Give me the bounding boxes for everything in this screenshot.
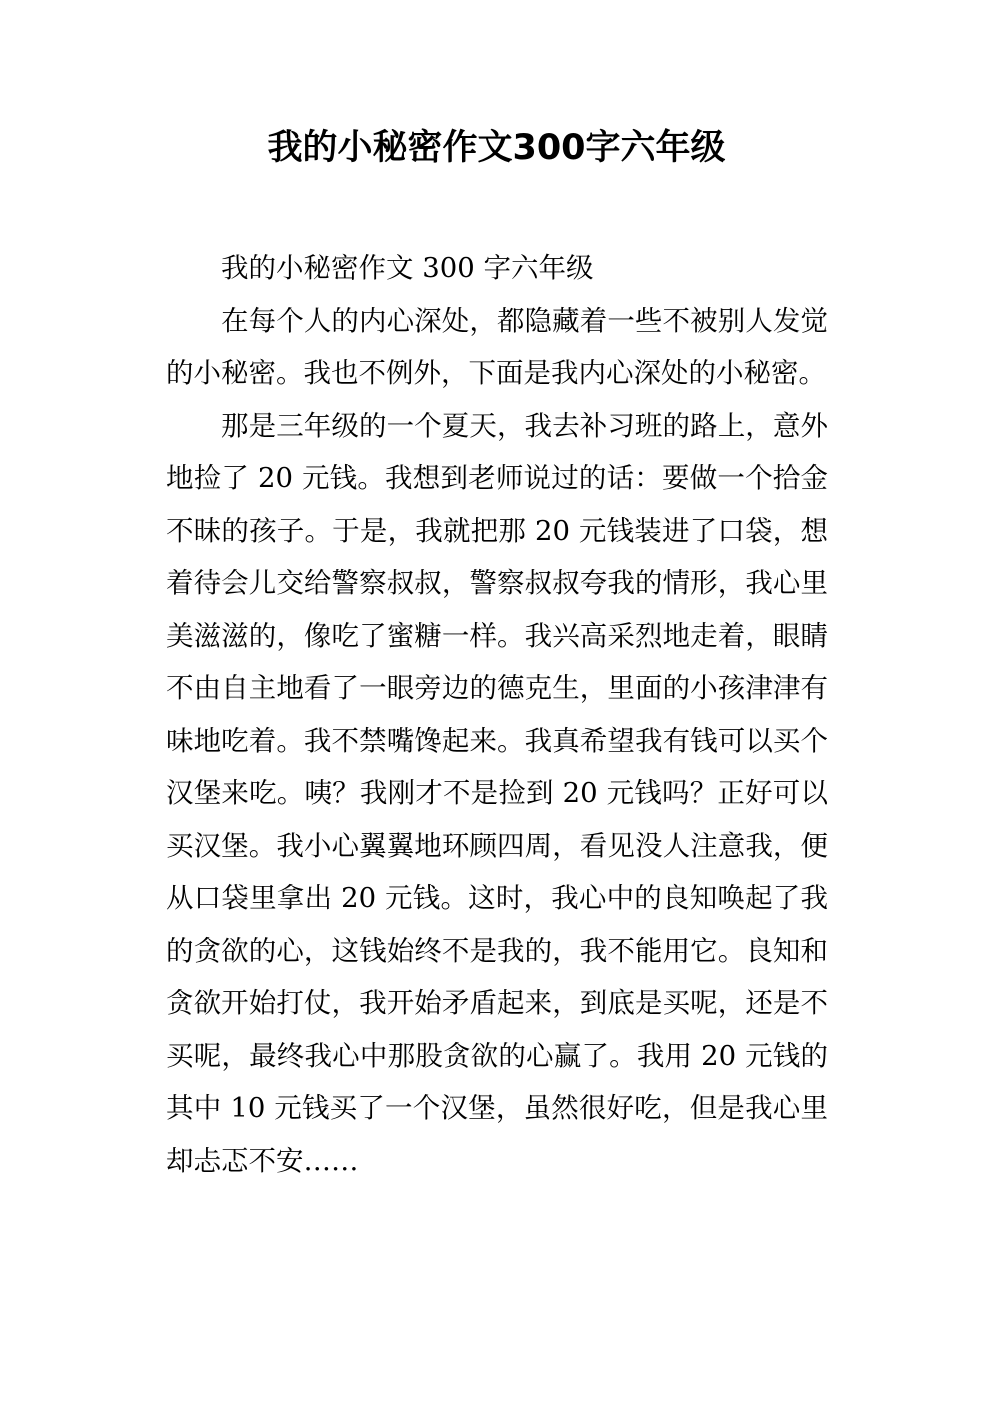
document-body [166,242,828,1187]
paragraph-story: 那是三年级的一个夏天，我去补习班的路上，意外地捡了 20 元钱。我想到老师说过的话：要做一个拾金不昧的孩子。于是，我就把那 20 元钱装进了口袋，想着待会儿交给警察叔叔，警察叔叔夸我的情形，我心里美滋滋的，像吃了蜜糖一样。我兴高采烈地走着，眼睛不由自主地看了一眼旁边的德克生，里面的小孩津津有味地吃着。我不禁嘴馋起来。我真希望我有钱可以买个汉堡来吃。咦？我刚才不是捡到 20 元钱吗？正好可以买汉堡。我小心翼翼地环顾四周，看见没人注意我，便从口袋里拿出 20 元钱。这时，我心中的良知唤起了我的贪欲的心，这钱始终不是我的，我不能用它。良知和贪欲开始打仗，我开始矛盾起来，到底是买呢，还是不买呢，最终我心中那股贪欲的心赢了。我用 20 元钱的其中 10 元钱买了一个汉堡，虽然很好吃，但是我心里却忐忑不安…… [166,409,828,1177]
paragraph-intro: 在每个人的内心深处，都隐藏着一些不被别人发觉的小秘密。我也不例外，下面是我内心深处的小秘密。 [166,304,828,389]
paragraph-subtitle: 我的小秘密作文 300 字六年级 [221,252,594,284]
document-title: 我的小秘密作文300字六年级 [267,128,726,168]
